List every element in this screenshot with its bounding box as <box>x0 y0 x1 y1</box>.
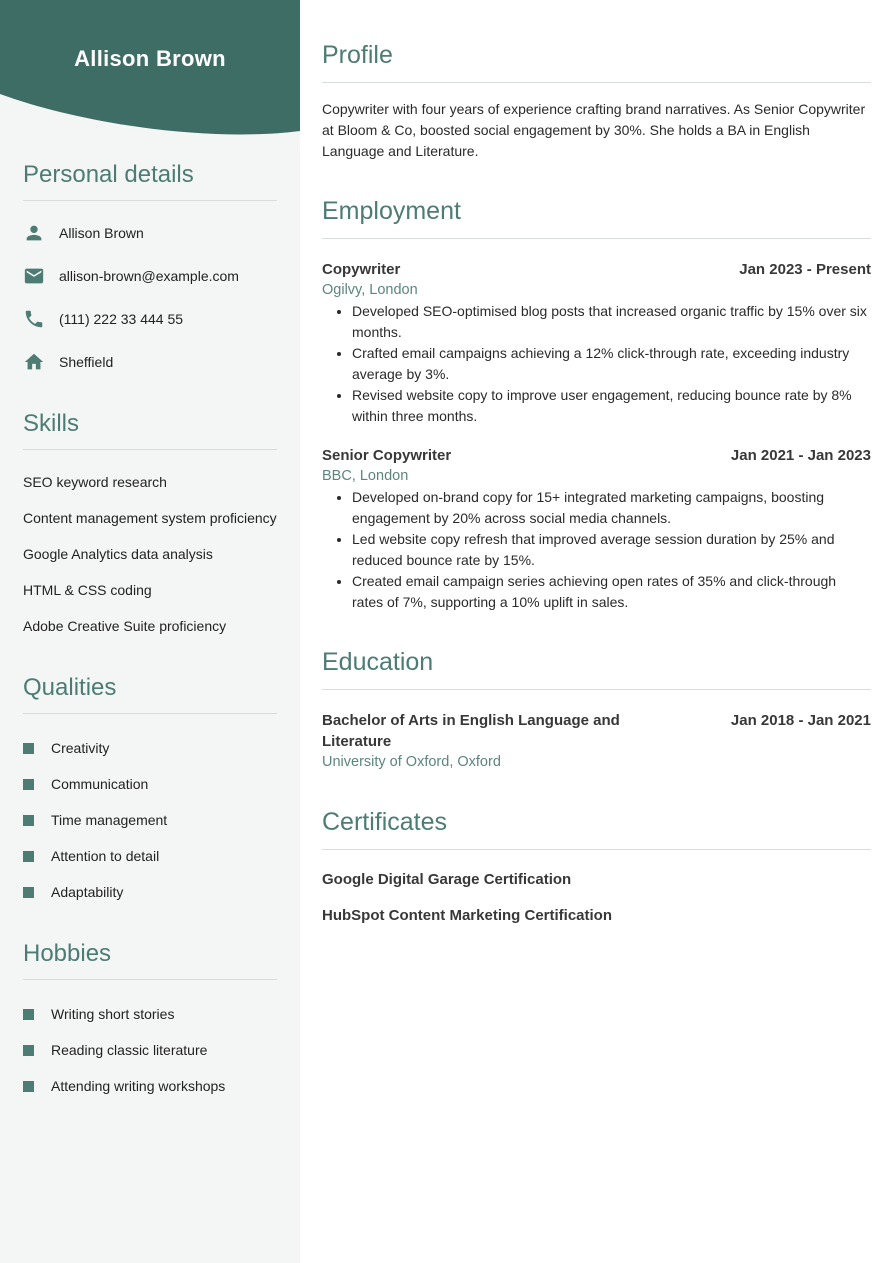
section-divider <box>23 713 277 714</box>
degree-title: Bachelor of Arts in English Language and Literature <box>322 712 620 750</box>
hobbies-heading: Hobbies <box>23 940 112 967</box>
job-header <box>322 445 871 466</box>
skill-item: HTML & CSS coding <box>23 582 152 598</box>
employment-heading: Employment <box>322 197 461 225</box>
job-bullet: • Revised website copy to improve user engagement, reducing bounce rate by 8% within three months. <box>352 385 871 427</box>
main-content <box>300 0 893 1263</box>
personal-detail-name-value: Allison Brown <box>59 225 144 241</box>
square-bullet-icon <box>23 1009 34 1020</box>
certificate-item: HubSpot Content Marketing Certification <box>322 907 612 924</box>
personal-details-heading: Personal details <box>23 161 194 188</box>
personal-detail-name <box>23 222 277 244</box>
job-title: Copywriter <box>322 261 401 278</box>
employment-entry <box>322 445 871 613</box>
profile-section <box>322 40 871 162</box>
skill-item: Adobe Creative Suite proficiency <box>23 618 227 634</box>
job-bullet: • Created email campaign series achieving open rates of 35% and click-through rates of 7%, supporting a 10% uplift in sales. <box>352 571 871 613</box>
education-heading: Education <box>322 648 434 676</box>
profile-heading: Profile <box>322 41 393 69</box>
hobby-item: Attending writing workshops <box>23 1076 277 1097</box>
skills-list <box>23 472 277 637</box>
section-divider <box>322 849 871 850</box>
sidebar-header <box>0 0 300 140</box>
personal-detail-location-value: Sheffield <box>59 354 114 370</box>
job-employer: Ogilvy, London <box>322 282 418 298</box>
education-section <box>322 647 871 773</box>
section-divider <box>23 979 277 980</box>
section-divider <box>23 449 277 450</box>
square-bullet-icon <box>23 887 34 898</box>
job-header <box>322 259 871 280</box>
job-bullet-list <box>324 487 871 613</box>
personal-detail-email <box>23 265 277 287</box>
job-bullet: • Crafted email campaigns achieving a 12% click-through rate, exceeding industry average by 3%. <box>352 343 871 385</box>
employment-entry <box>322 259 871 427</box>
candidate-name: Allison Brown <box>74 46 226 71</box>
mail-icon <box>23 265 45 287</box>
hobby-item: Writing short stories <box>23 1004 277 1025</box>
job-employer: BBC, London <box>322 468 409 484</box>
square-bullet-icon <box>23 779 34 790</box>
sidebar-body <box>0 140 300 1097</box>
certificates-section <box>322 807 871 926</box>
personal-detail-location <box>23 351 277 373</box>
job-dates: Jan 2023 - Present <box>739 261 871 278</box>
job-dates: Jan 2021 - Jan 2023 <box>730 447 871 464</box>
personal-detail-phone <box>23 308 277 330</box>
square-bullet-icon <box>23 815 34 826</box>
section-divider <box>322 238 871 239</box>
certificates-heading: Certificates <box>322 808 448 836</box>
user-icon <box>23 222 45 244</box>
section-divider <box>322 82 871 83</box>
quality-item: Attention to detail <box>23 846 277 867</box>
quality-item: Adaptability <box>23 882 277 903</box>
quality-item: Creativity <box>23 738 277 759</box>
personal-detail-phone-value: (111) 222 33 444 55 <box>59 311 184 327</box>
square-bullet-icon <box>23 851 34 862</box>
square-bullet-icon <box>23 1045 34 1056</box>
education-entry <box>322 710 871 773</box>
hobbies-list <box>23 1004 277 1097</box>
education-header <box>322 710 871 752</box>
job-bullet: • Developed on-brand copy for 15+ integrated marketing campaigns, boosting engagement by 20% across social media channels. <box>352 487 871 529</box>
quality-item: Time management <box>23 810 277 831</box>
education-dates: Jan 2018 - Jan 2021 <box>730 712 871 729</box>
skills-heading: Skills <box>23 410 80 437</box>
hobby-item: Reading classic literature <box>23 1040 277 1061</box>
section-divider <box>322 689 871 690</box>
square-bullet-icon <box>23 1081 34 1092</box>
skill-item: Content management system proficiency <box>23 510 277 526</box>
skill-item: Google Analytics data analysis <box>23 546 213 562</box>
profile-summary: Copywriter with four years of experience crafting brand narratives. As Senior Copywriter at Bloom & Co, boosted social engagement by 30%. She holds a BA in English Language and Literature. <box>322 101 866 159</box>
qualities-heading: Qualities <box>23 674 117 701</box>
certificate-item: Google Digital Garage Certification <box>322 871 572 888</box>
home-icon <box>23 351 45 373</box>
section-divider <box>23 200 277 201</box>
employment-section <box>322 196 871 613</box>
personal-detail-email-value: allison-brown@example.com <box>59 268 239 284</box>
job-bullet: • Led website copy refresh that improved average session duration by 25% and reduced bounce rate by 15%. <box>352 529 871 571</box>
skill-item: SEO keyword research <box>23 474 167 490</box>
sidebar <box>0 0 300 1263</box>
job-bullet: • Developed SEO-optimised blog posts that increased organic traffic by 15% over six months. <box>352 301 871 343</box>
square-bullet-icon <box>23 743 34 754</box>
qualities-list <box>23 738 277 903</box>
phone-icon <box>23 308 45 330</box>
education-school: University of Oxford, Oxford <box>322 754 501 770</box>
job-title: Senior Copywriter <box>322 447 452 464</box>
quality-item: Communication <box>23 774 277 795</box>
job-bullet-list <box>324 301 871 427</box>
